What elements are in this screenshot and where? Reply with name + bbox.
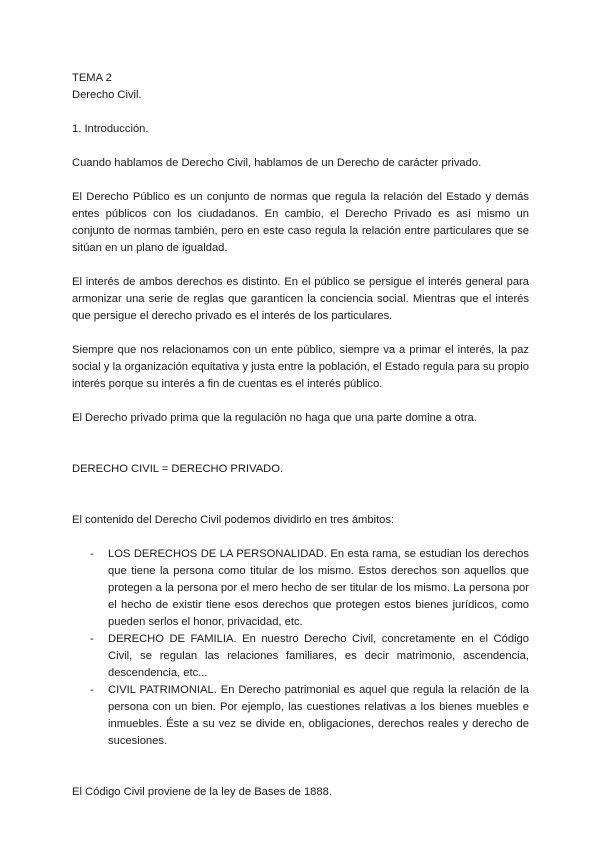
list-item-text: DERECHO DE FAMILIA. En nuestro Derecho Civil, concretamente en el Código Civil, se regulan las relaciones familiares, es decir matrimonio, ascendencia, descendencia, etc... [108, 633, 529, 679]
subject-title: Derecho Civil. [72, 89, 142, 101]
paragraph: Siempre que nos relacionamos con un ente público, siempre va a primar el interés, la paz social y la organización equitativa y justa entre la población, el Estado regula para su propio interés porque su interés a fin de cuentas es el interés público. [72, 344, 529, 390]
closing-paragraph: El Código Civil proviene de la ley de Bases de 1888. [72, 786, 332, 798]
list-item-text: LOS DERECHOS DE LA PERSONALIDAD. En esta rama, se estudian los derechos que tiene la persona como titular de los mismo. Estos derechos son aquellos que protegen a la persona por el mero hecho de ser titular de los mismo. La persona por el hecho de existir tiene esos derechos que protegen estos bienes jurídicos, como pueden serlos el honor, privacidad, etc. [108, 548, 529, 628]
bullet-dash: - [90, 633, 94, 645]
paragraph: El Derecho privado prima que la regulación no haga que una parte domine a otra. [72, 412, 477, 424]
list-item [72, 546, 529, 631]
list-item [72, 682, 529, 750]
paragraph: El interés de ambos derechos es distinto. En el público se persigue el interés general para armonizar una serie de reglas que garanticen la conciencia social. Mientras que el interés que persigue el derecho privado es el interés de los particulares. [72, 276, 529, 322]
bullet-dash: - [90, 548, 94, 560]
document-page [72, 70, 529, 801]
list-item [72, 631, 529, 682]
list-item-text: CIVIL PATRIMONIAL. En Derecho patrimonial es aquel que regula la relación de la persona con un bien. Por ejemplo, las cuestiones relativas a los bienes muebles e inmuebles. Éste a su vez se divide en, obligaciones, derechos reales y derecho de sucesiones. [108, 684, 529, 747]
bullet-dash: - [90, 684, 94, 696]
bullet-list [72, 546, 529, 750]
paragraph: Cuando hablamos de Derecho Civil, hablamos de un Derecho de carácter privado. [72, 157, 482, 169]
list-intro: El contenido del Derecho Civil podemos dividirlo en tres ámbitos: [72, 514, 395, 526]
topic-label: TEMA 2 [72, 72, 112, 84]
equation-line: DERECHO CIVIL = DERECHO PRIVADO. [72, 463, 284, 475]
paragraph: El Derecho Público es un conjunto de normas que regula la relación del Estado y demás entes públicos con los ciudadanos. En cambio, el Derecho Privado es así mismo un conjunto de normas también, pero en este caso regula la relación entre particulares que se sitúan en un plano de igualdad. [72, 191, 529, 254]
section-heading: 1. Introducción. [72, 123, 149, 135]
